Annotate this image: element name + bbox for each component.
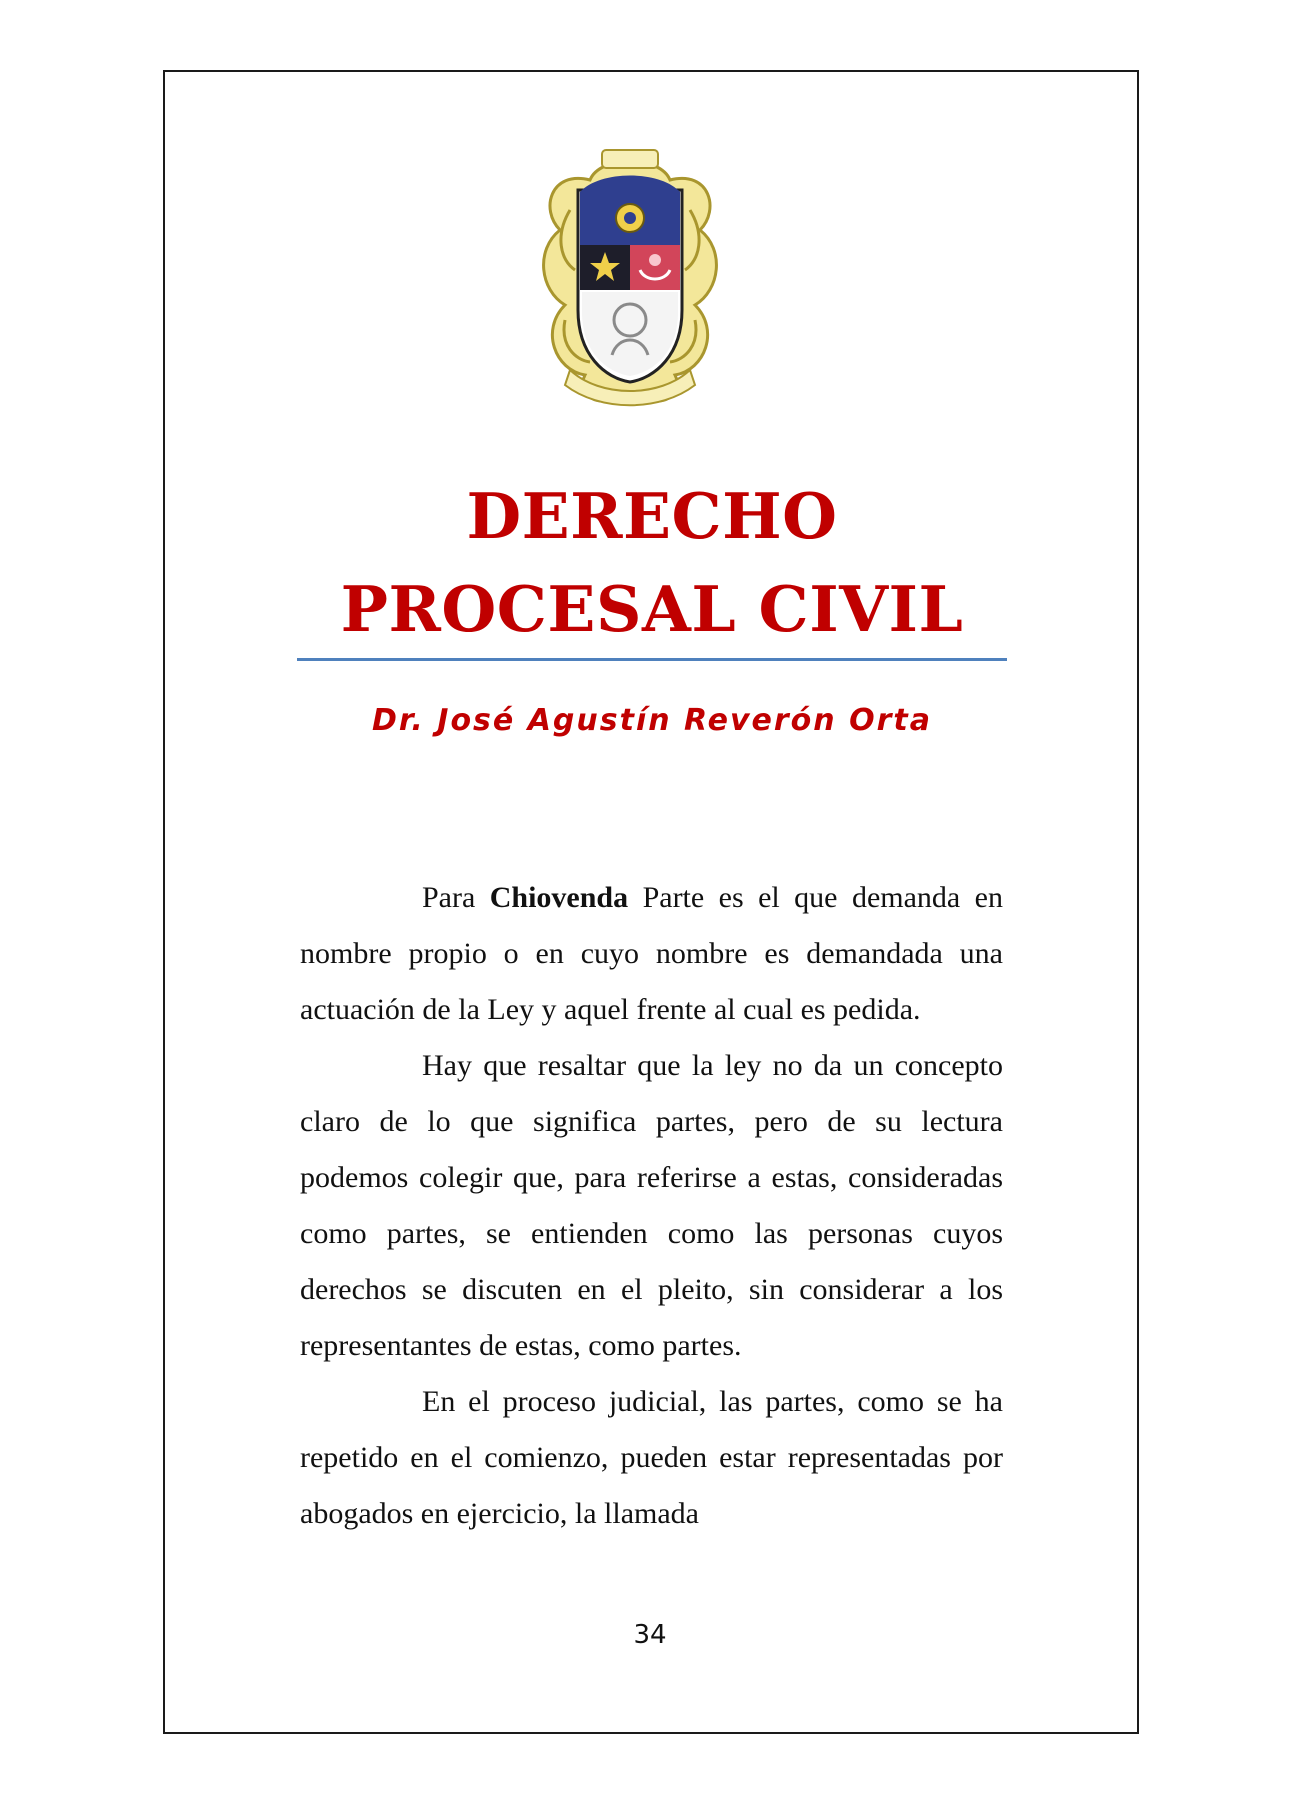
title-line-2: PROCESAL CIVIL	[340, 572, 964, 646]
paragraph-1-bold: Chiovenda	[489, 881, 629, 914]
title-divider	[297, 658, 1007, 661]
paragraph-2: Hay que resaltar que la ley no da un concepto claro de lo que significa partes, pero de su lectura podemos colegir que, para referirse a estas, consideradas como partes, se entienden como las personas cuyos derechos se discuten en el pleito, sin considerar a los representantes de estas, como partes.	[300, 1049, 1003, 1362]
page-number: 34	[633, 1620, 667, 1650]
author-name: Dr. José Agustín Reverón Orta	[372, 703, 932, 738]
paragraph-1-lead: Para	[422, 881, 490, 914]
body-text	[300, 870, 1003, 1542]
coat-of-arms-icon	[530, 140, 730, 420]
paragraph-1	[300, 870, 1003, 1038]
paragraph-3: En el proceso judicial, las partes, como se ha repetido en el comienzo, pueden estar representadas por abogados en ejercicio, la llamada	[300, 1385, 1003, 1530]
document-title	[297, 470, 1007, 656]
paragraph-1-rest: Parte es el que demanda en nombre propio o en cuyo nombre es demandada una actuación de la Ley y aquel frente al cual es pedida.	[300, 881, 1003, 1026]
title-line-1: DERECHO	[466, 479, 838, 553]
